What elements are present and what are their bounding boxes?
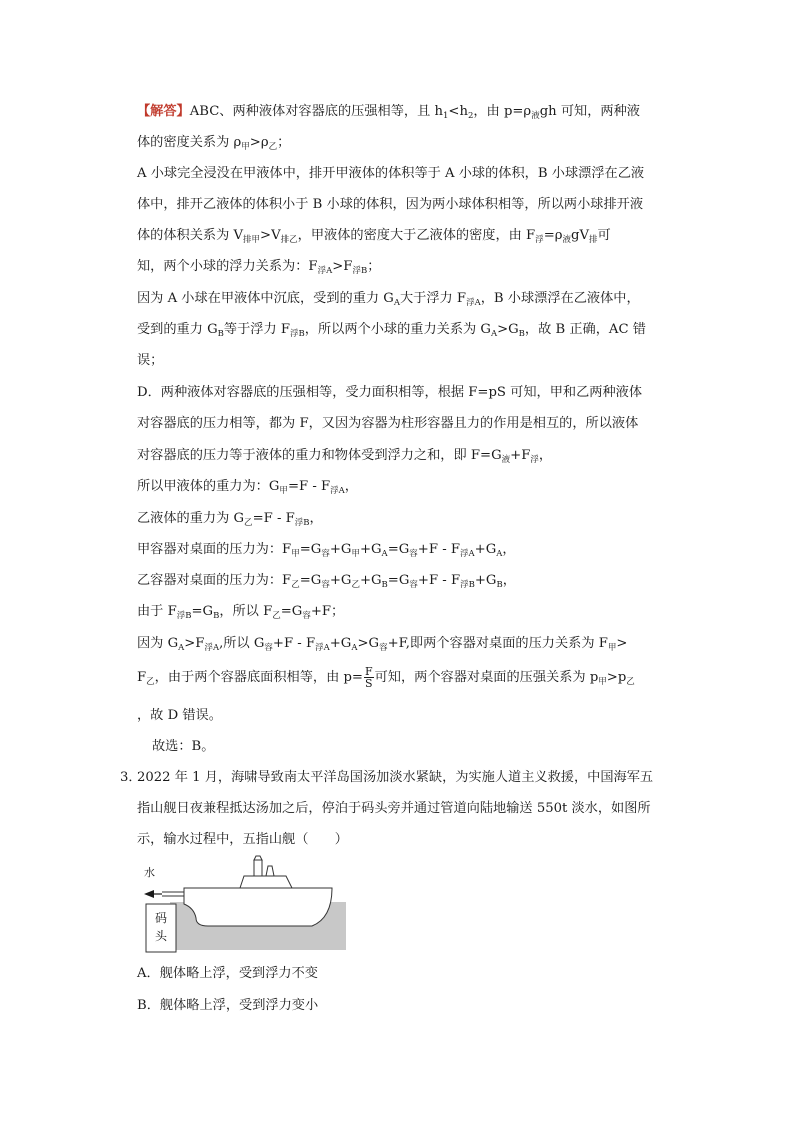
dock-label-1: 码 (154, 911, 168, 925)
question-line-1: 2022 年 1 月，海啸导致南太平洋岛国汤加淡水紧缺，为实施人道主义救援，中国海军五 (137, 770, 654, 785)
solution-line-18: 因为 $G_A>F_{浮A}$,所以 $G_容+F - F_{浮A}+G_A>G_容+F$,即两个容器对桌面的压力关系为 $F_甲>$ (137, 636, 628, 653)
solution-line-7: 因为 A 小球在甲液体中沉底，受到的重力 $G_A$大于浮力 $F_{浮A}$，B 小球漂浮在乙液体中， (137, 291, 640, 308)
ship-dock-figure (136, 852, 348, 954)
solution-line-20: ，故 D 错误。 (137, 708, 222, 723)
question-line-3: 示，输水过程中，五指山舰（ ） (137, 832, 348, 847)
solution-line-3: A 小球完全浸没在甲液体中，排开甲液体的体积等于 A 小球的体积，B 小球漂浮在乙液 (137, 166, 645, 181)
solution-line-14: 乙液体的重力为 $G_乙=F - F_{浮B}$， (137, 511, 323, 528)
solution-line-5: 体的体积关系为 $V_{排甲}>V_{排乙}$，甲液体的密度大于乙液体的密度，由 $F_浮=\rho_液gV_排$可 (137, 228, 611, 245)
ship-hull (184, 888, 332, 926)
ship-mast-top (254, 856, 262, 860)
ship-cabin (240, 876, 292, 888)
ship-mast-1 (254, 860, 262, 876)
water-flow-arrow-icon (144, 890, 154, 898)
solution-line-13: 所以甲液体的重力为：$G_甲=F - F_{浮A}$， (137, 479, 358, 496)
fraction-f-over-s: $\frac{F}{S}$ (364, 665, 373, 690)
option-a: A．舰体略上浮，受到浮力不变 (137, 966, 318, 981)
ship-diagram (136, 852, 348, 954)
solution-answer: 故选：B。 (152, 739, 215, 754)
question-number: 3． (120, 770, 142, 785)
solution-line-16: 乙容器对桌面的压力为：$F_乙=G_容+G_乙+G_B=G_容+F - F_{浮B}+G_B$， (137, 573, 516, 590)
dock-label-2: 头 (154, 929, 168, 943)
solution-line-10: D．两种液体对容器底的压强相等，受力面积相等，根据 F=pS 可知，甲和乙两种液体 (137, 385, 643, 400)
solution-line-19: $F_乙$，由于两个容器底面积相等，由 p= $\frac{F}{S}$ 可知，两个容器对桌面的压强关系为 $p_甲>p_乙$ (137, 665, 635, 690)
water-label: 水 (144, 866, 155, 879)
solution-line-15: 甲容器对桌面的压力为：$F_甲=G_容+G_甲+G_A=G_容+F - F_{浮A}+G_A$， (137, 542, 516, 559)
solution-line-8: 受到的重力 $G_B$等于浮力 $F_{浮B}$，所以两个小球的重力关系为 $G_A>G_B$，故 B 正确，AC 错 (137, 322, 646, 339)
solution-line-1: 【解答】ABC、两种液体对容器底的压强相等，且 $h_1<h_2$，由 $p=\rho_液gh$ 可知，两种液 (137, 104, 640, 121)
solution-line-12: 对容器底的压力等于液体的重力和物体受到浮力之和，即 $F=G_液+F_浮$， (137, 448, 553, 465)
question-line-2: 指山舰日夜兼程抵达汤加之后，停泊于码头旁并通过管道向陆地输送 550t 淡水，如图所 (137, 801, 651, 816)
solution-line-2: 体的密度关系为 $\rho_甲>\rho_乙$； (137, 135, 291, 152)
option-b: B．舰体略上浮，受到浮力变小 (137, 998, 319, 1013)
solution-line-6: 知，两个小球的浮力关系为：$F_{浮A}>F_{浮B}$； (137, 259, 381, 276)
ship-mast-2 (266, 866, 274, 876)
solution-line-17: 由于 $F_{浮B}=G_B$，所以 $F_乙=G_容+F$； (137, 604, 345, 621)
solution-line-9: 误； (137, 353, 164, 368)
solution-tag: 【解答】 (137, 104, 190, 119)
solution-line-11: 对容器底的压力相等，都为 F，又因为容器为柱形容器且力的作用是相互的，所以液体 (137, 416, 639, 431)
solution-line-4: 体中，排开乙液体的体积小于 B 小球的体积，因为两小球体积相等，所以两小球排开液 (137, 197, 644, 212)
